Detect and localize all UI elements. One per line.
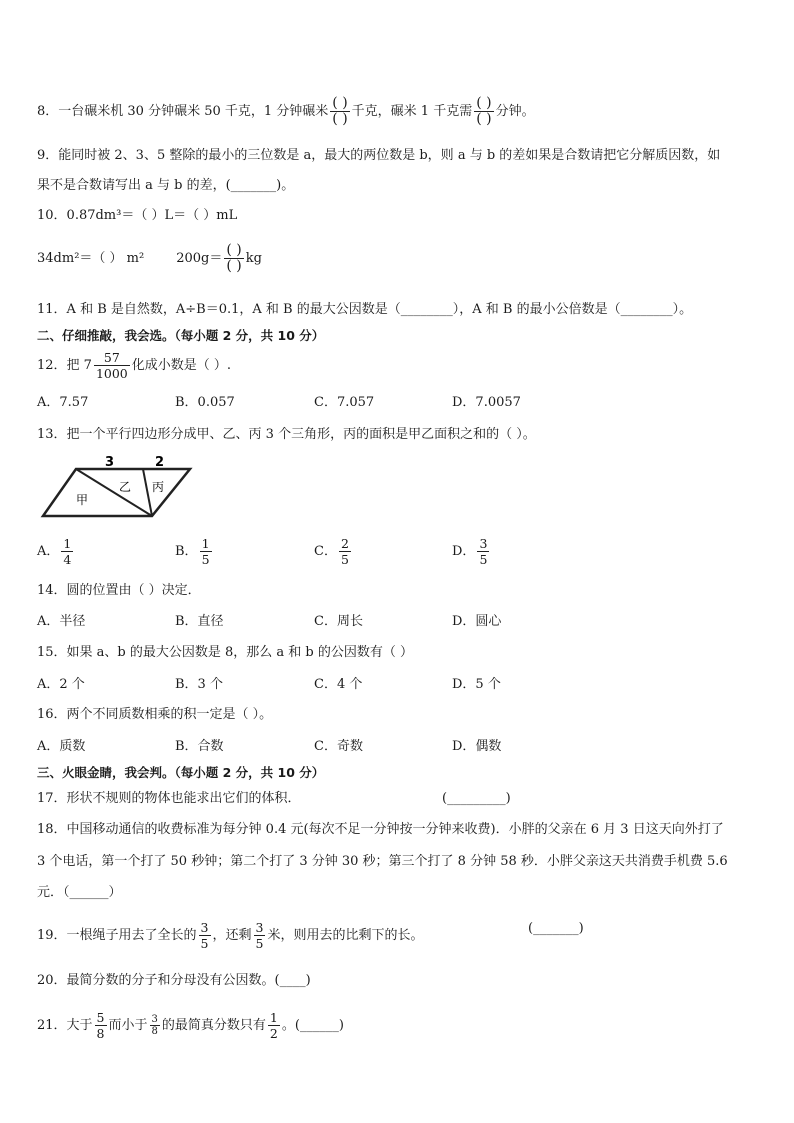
q15-option-d: D．5 个 (452, 677, 501, 692)
q13-option-b-fraction (200, 536, 212, 567)
q16-option-a: A．质数 (37, 739, 86, 754)
q16-option-d: D．偶数 (452, 739, 502, 754)
q8-text-b: 千克，碾米 1 千克需 (351, 104, 473, 119)
q13-option-c-denominator: 5 (340, 552, 349, 567)
question-16: 16．两个不同质数相乘的积一定是（ ）。 (37, 707, 273, 722)
q21-fraction-1-numerator: 5 (96, 1010, 105, 1025)
question-12 (37, 350, 231, 381)
q19-fraction-2-numerator: 3 (255, 920, 264, 935)
q19-text-b: ，还剩 (212, 928, 252, 943)
q13-option-a (37, 536, 75, 567)
q13-option-b-denominator: 5 (201, 552, 210, 567)
question-8 (37, 96, 535, 127)
q14-option-a: A．半径 (37, 614, 86, 629)
q10-unit-kg: kg (245, 251, 262, 266)
figure-label-jia: 甲 (76, 493, 89, 507)
q21-fraction-3-numerator: 1 (269, 1010, 278, 1025)
q14-option-c: C．周长 (314, 614, 363, 629)
q10-mass-label: 200g＝ (176, 251, 223, 266)
question-13: 13．把一个平行四边形分成甲、乙、丙 3 个三角形，丙的面积是甲乙面积之和的（ ）。 (37, 427, 536, 442)
q21-fraction-2 (150, 1014, 160, 1037)
q8-fraction-2-numerator: ( ) (476, 95, 492, 111)
q10-fraction-denominator: ( ) (226, 258, 242, 274)
q8-fraction-1 (330, 96, 349, 127)
q10-fraction (224, 243, 243, 274)
question-14: 14．圆的位置由（ ）决定． (37, 583, 201, 598)
parallelogram-figure (40, 454, 195, 520)
q8-fraction-1-denominator: ( ) (332, 111, 348, 127)
q13-option-b-numerator: 1 (201, 536, 210, 551)
q21-fraction-2-denominator: 8 (151, 1026, 158, 1037)
q19-fraction-1-denominator: 5 (200, 936, 209, 951)
q13-option-a-label: A． (37, 544, 60, 559)
q13-option-c-numerator: 2 (340, 536, 349, 551)
q19-fraction-1 (199, 920, 211, 951)
q10-area-conversion: 34dm²＝（ ） m² (37, 251, 145, 266)
q14-option-d: D．圆心 (452, 614, 502, 629)
figure-label-2: 2 (155, 455, 165, 470)
q13-option-a-numerator: 1 (63, 536, 72, 551)
q15-option-a: A．2 个 (37, 677, 85, 692)
q21-fraction-3-denominator: 2 (269, 1026, 278, 1041)
q21-fraction-3 (268, 1010, 280, 1041)
q16-option-b: B．合数 (175, 739, 224, 754)
q19-fraction-1-numerator: 3 (200, 920, 209, 935)
q15-option-c: C．4 个 (314, 677, 363, 692)
q21-text-a: 21．大于 (37, 1018, 93, 1033)
q13-option-a-denominator: 4 (63, 552, 72, 567)
q19-text-c: 米，则用去的比剩下的长。 (267, 928, 424, 943)
q21-fraction-1-denominator: 8 (96, 1026, 105, 1041)
q13-option-c-label: C． (314, 544, 337, 559)
q21-text-d: 。(______) (281, 1018, 345, 1033)
question-17: 17．形状不规则的物体也能求出它们的体积． (37, 791, 301, 806)
question-9-line-2: 果不是合数请写出 a 与 b 的差，(_______)。 (37, 178, 295, 193)
q21-text-b: 而小于 (108, 1018, 148, 1033)
q13-option-d-fraction (477, 536, 489, 567)
section-3-heading: 三、火眼金睛，我会判。（每小题 2 分，共 10 分） (37, 765, 325, 780)
figure-label-bing: 丙 (152, 480, 165, 494)
q21-text-c: 的最简真分数只有 (161, 1018, 266, 1033)
q8-text-c: 分钟。 (495, 104, 535, 119)
q13-option-b (175, 536, 214, 567)
q19-fraction-2 (254, 920, 266, 951)
q13-option-d-label: D． (452, 544, 476, 559)
q8-fraction-2 (474, 96, 493, 127)
q10-fraction-numerator: ( ) (226, 242, 242, 258)
q12-fraction-denominator: 1000 (95, 366, 128, 381)
q13-option-c (314, 536, 353, 567)
q12-option-b: B．0.057 (175, 395, 235, 410)
q13-option-b-label: B． (175, 544, 198, 559)
q12-option-d: D．7.0057 (452, 395, 521, 410)
q15-option-b: B．3 个 (175, 677, 223, 692)
q13-option-d-denominator: 5 (479, 552, 488, 567)
q12-text-b: 化成小数是（ ）. (131, 358, 232, 373)
q21-fraction-2-numerator: 3 (151, 1014, 158, 1025)
q13-option-c-fraction (339, 536, 351, 567)
q12-text-a: 12．把 7 (37, 358, 92, 373)
q13-option-a-fraction (61, 536, 73, 567)
q13-option-d-numerator: 3 (479, 536, 488, 551)
q12-fraction-numerator: 57 (94, 350, 130, 366)
question-18-line-2: 3 个电话，第一个打了 50 秒钟；第二个打了 3 分钟 30 秒；第三个打了 8 分钟 58 秒．小胖父亲这天共消费手机费 5.6 (37, 854, 728, 869)
question-11: 11．A 和 B 是自然数，A÷B＝0.1，A 和 B 的最大公因数是（________），A 和 B 的最小公倍数是（________）。 (37, 302, 693, 317)
q12-fraction (94, 350, 130, 381)
question-18-line-3: 元．（______） (37, 885, 122, 900)
q13-option-d (452, 536, 491, 567)
q8-fraction-1-numerator: ( ) (332, 95, 348, 111)
question-10-line-2 (37, 243, 262, 274)
q12-option-a: A．7.57 (37, 395, 89, 410)
question-19 (37, 920, 423, 951)
q16-option-c: C．奇数 (314, 739, 363, 754)
figure-label-3: 3 (105, 455, 115, 470)
question-9-line-1: 9．能同时被 2、3、5 整除的最小的三位数是 a，最大的两位数是 b，则 a 与 b 的差如果是合数请把它分解质因数，如 (37, 148, 721, 163)
q19-text-a: 19．一根绳子用去了全长的 (37, 928, 197, 943)
question-10-line-1: 10．0.87dm³＝（ ）L＝（ ）mL (37, 208, 238, 223)
section-2-heading: 二、仔细推敲，我会选。（每小题 2 分，共 10 分） (37, 328, 325, 343)
q17-answer-blank: (_________) (442, 791, 511, 806)
q21-fraction-1 (95, 1010, 107, 1041)
q14-option-b: B．直径 (175, 614, 224, 629)
question-21 (37, 1010, 344, 1041)
q12-option-c: C．7.057 (314, 395, 375, 410)
question-15: 15．如果 a、b 的最大公因数是 8，那么 a 和 b 的公因数有（ ） (37, 645, 414, 660)
q19-fraction-2-denominator: 5 (255, 936, 264, 951)
question-18-line-1: 18．中国移动通信的收费标准为每分钟 0.4 元(每次不足一分钟按一分钟来收费)．小胖的父亲在 6 月 3 日这天向外打了 (37, 822, 724, 837)
q19-answer-blank: (_______) (528, 921, 584, 936)
q8-fraction-2-denominator: ( ) (476, 111, 492, 127)
q8-text-a: 8．一台碾米机 30 分钟碾米 50 千克，1 分钟碾米 (37, 104, 329, 119)
question-20: 20．最简分数的分子和分母没有公因数。(____) (37, 973, 311, 988)
figure-label-yi: 乙 (119, 480, 132, 494)
